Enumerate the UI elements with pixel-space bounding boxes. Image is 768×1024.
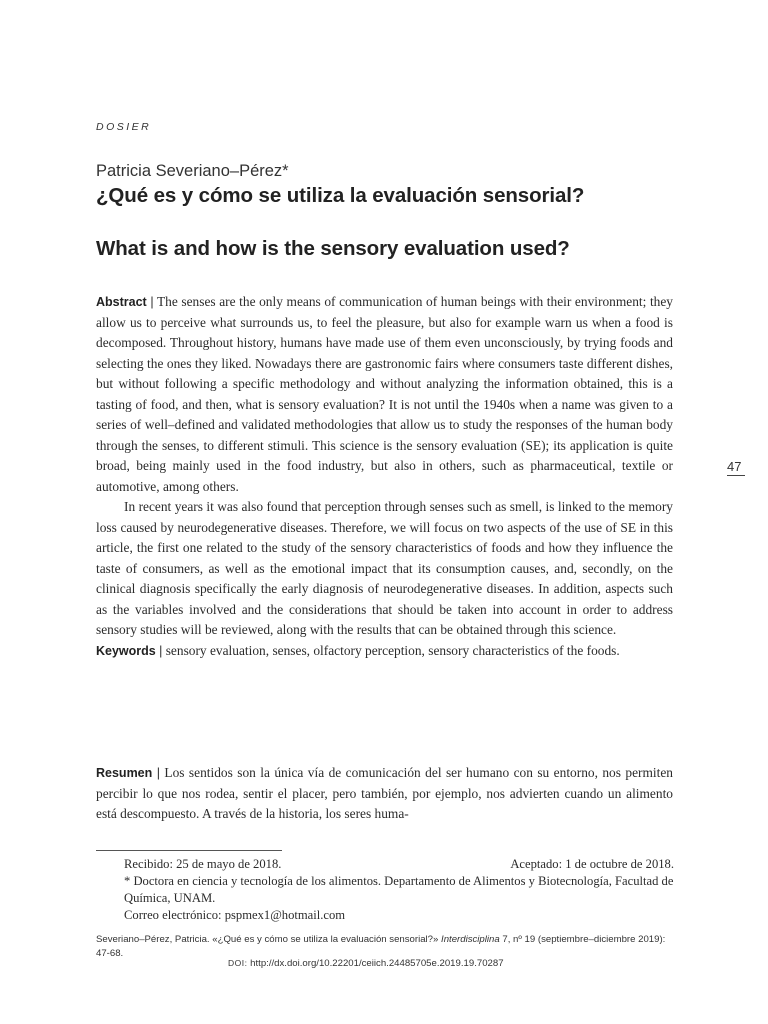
article-title-spanish: ¿Qué es y cómo se utiliza la evaluación sensorial? [96,184,585,207]
citation-prefix: Severiano–Pérez, Patricia. «¿Qué es y cómo se utiliza la evaluación sensorial?» [96,934,439,945]
email-address[interactable]: pspmex1@hotmail.com [224,908,346,922]
abstract-label: Abstract [96,295,147,309]
page-number: 47 [727,459,745,476]
abstract-text-1: The senses are the only means of communication of human beings with their environment; they allow us to perceive what surrounds us, to feel the pleasure, but also for example warn us when a food is decomposed. Throughout history, humans have made use of them even unconsciously, by trying foods and selecting the ones they liked. Nowadays there are gastronomic fairs where consumers taste different dishes, but without following a specific methodology and without analyzing the information obtained, this is a tasting of food, and then, what is sensory evaluation? It is not until the 1940s when a name was given to a series of well–defined and validated methodologies that allow us to study the responses of the human body through the senses, to different stimuli. This science is the sensory evaluation (SE); its application is quite broad, being mainly used in the food industry, but also in others, such as pharmaceutical, textile or automotive, among others. [96,294,673,494]
citation-journal: Interdisciplina [441,934,500,945]
footnotes [124,856,674,924]
doi-label: DOI: [228,958,248,968]
abstract-section [96,292,673,661]
resumen-paragraph [96,763,673,825]
footnote-divider [96,850,282,851]
abstract-paragraph-1 [96,292,673,497]
keywords-paragraph [96,641,673,662]
resumen-text: Los sentidos son la única vía de comunicación del ser humano con su entorno, nos permiten percibir lo que nos rodea, sentir el placer, pero también, por ejemplo, nos advierten cuando un alimento está descompuesto. A través de la historia, los seres huma- [96,765,673,821]
keywords-text: sensory evaluation, senses, olfactory perception, sensory characteristics of the foods. [165,642,620,658]
keywords-separator: | [159,643,163,658]
doi-link[interactable]: http://dx.doi.org/10.22201/ceiich.24485705e.2019.19.70287 [250,958,504,969]
dates-row [124,856,674,873]
author-affiliation: * Doctora en ciencia y tecnología de los alimentos. Departamento de Alimentos y Biotecnología, Facultad de Química, UNAM. [124,874,674,905]
doi-line [228,958,504,969]
resumen-label: Resumen [96,766,153,780]
article-title-english: What is and how is the sensory evaluation used? [96,237,570,260]
section-label: DOSIER [96,121,152,133]
resumen-section [96,763,673,825]
accepted-date: Aceptado: 1 de octubre de 2018. [510,857,674,871]
email-label: Correo electrónico: [124,908,222,922]
article-author: Patricia Severiano–Pérez* [96,162,289,180]
abstract-paragraph-2: In recent years it was also found that perception through senses such as smell, is linked to the memory loss caused by neurodegenerative diseases. Therefore, we will focus on two aspects of the use of SE in this article, the first one related to the study of the sensory characteristics of foods and how they influence the taste of consumers, as well as the emotional impact that its consumption causes, and, secondly, on the clinical diagnosis specifically the early diagnosis of neurodegenerative diseases. In addition, aspects such as the variables involved and the considerations that should be taken into account in order to address sensory studies will be reviewed, along with the results that can be obtained through this science. [96,499,673,637]
resumen-separator: | [156,766,160,780]
citation-details: 7, nº 19 (septiembre–diciembre 2019): 47-68. [96,934,666,959]
abstract-separator: | [150,295,154,309]
citation [96,933,674,960]
keywords-label: Keywords [96,643,156,658]
email-line [124,907,674,924]
received-date: Recibido: 25 de mayo de 2018. [124,857,282,871]
